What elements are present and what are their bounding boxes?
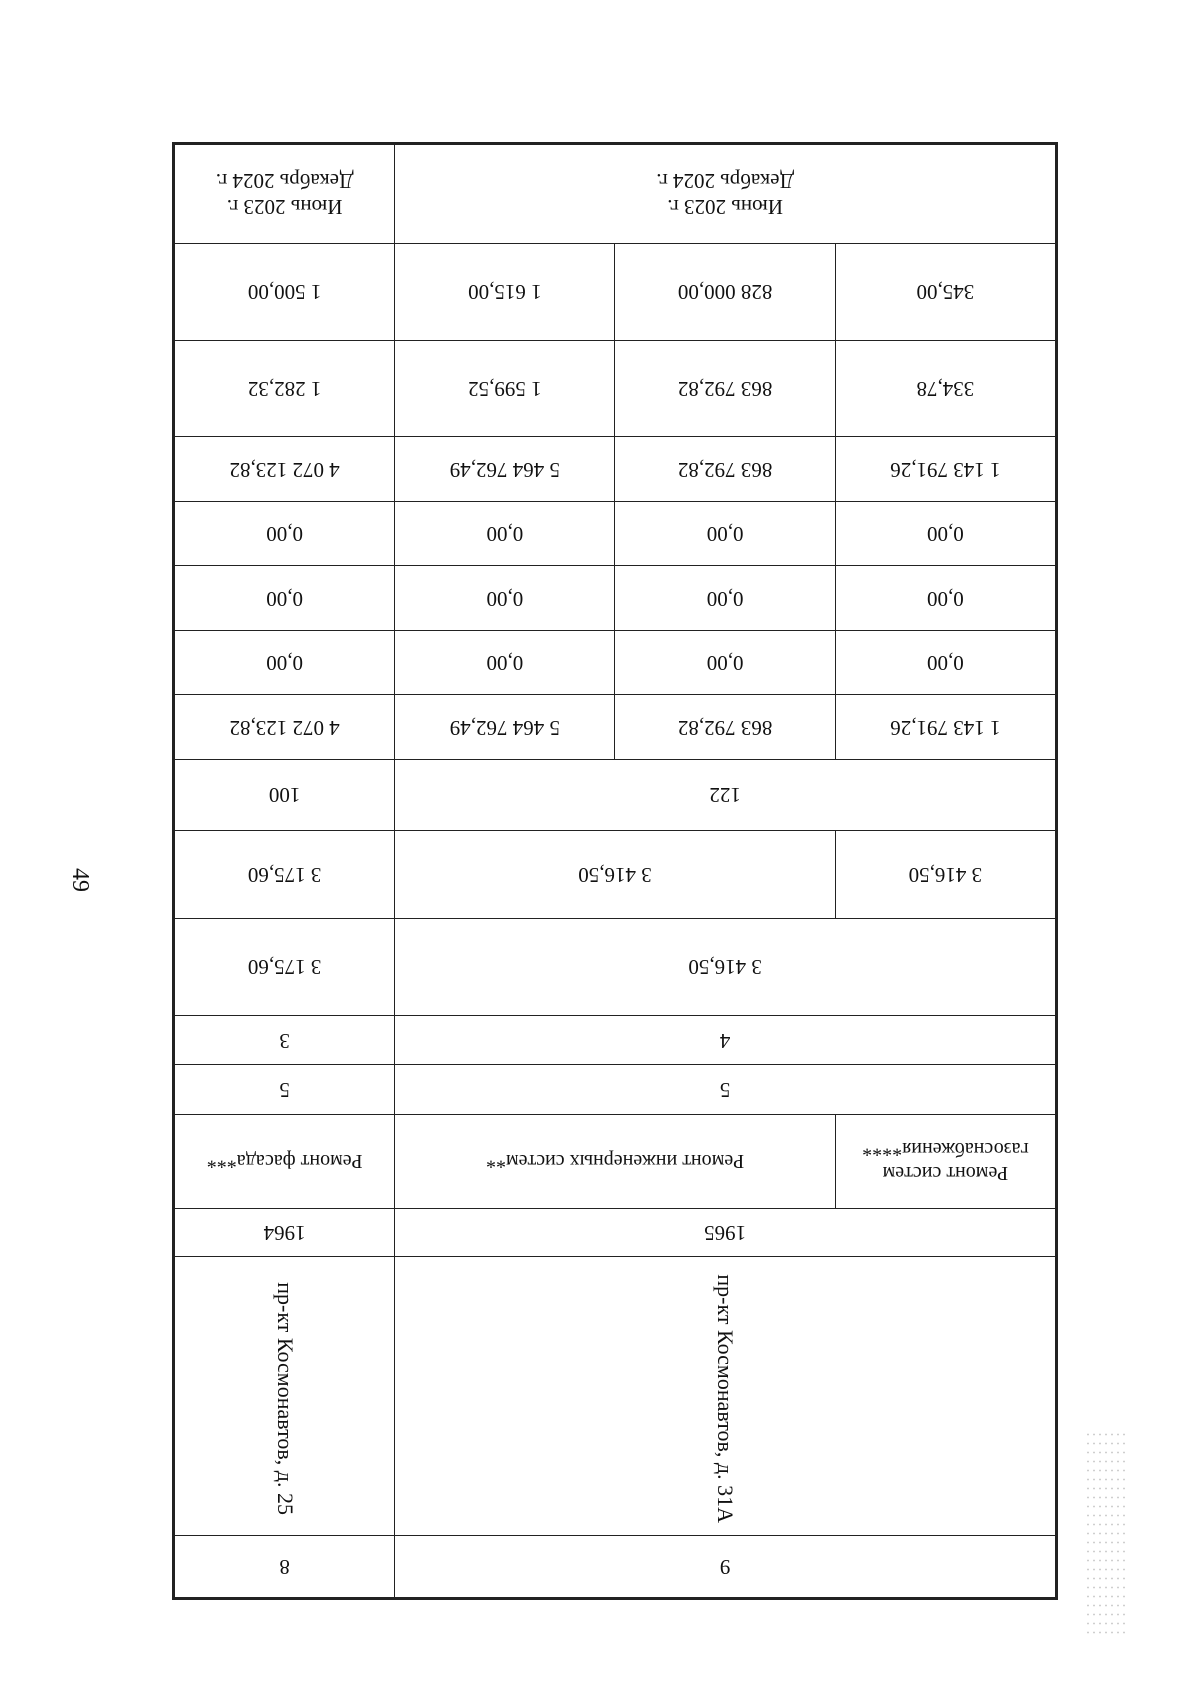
area-living-9b: 3 416,50 bbox=[835, 830, 1055, 918]
cost-total-8: 4 072 123,82 bbox=[175, 695, 395, 760]
table-row bbox=[175, 437, 1056, 502]
table-row bbox=[175, 830, 1056, 918]
col6-9: 4 bbox=[395, 1015, 1056, 1064]
table-row bbox=[175, 919, 1056, 1016]
repair-table bbox=[172, 142, 1058, 1600]
fund-federal-9c: 0,00 bbox=[835, 630, 1055, 695]
col5-9: 5 bbox=[395, 1065, 1056, 1114]
cost-total-9a: 5 464 762,49 bbox=[395, 695, 615, 760]
scan-artifact bbox=[1085, 1430, 1129, 1640]
dates-8 bbox=[175, 145, 395, 244]
unit-limit-9c: 345,00 bbox=[835, 243, 1055, 340]
year-8: 1964 bbox=[175, 1209, 395, 1256]
table-row bbox=[175, 759, 1056, 830]
table-row bbox=[175, 630, 1056, 695]
table-row bbox=[175, 695, 1056, 760]
table-row bbox=[175, 1535, 1056, 1597]
address-cell-9 bbox=[395, 1256, 1056, 1535]
fund-owners-8: 4 072 123,82 bbox=[175, 437, 395, 502]
unit-cost-9a: 1 599,52 bbox=[395, 340, 615, 437]
area-total-9: 3 416,50 bbox=[395, 919, 1056, 1016]
year-9: 1965 bbox=[395, 1209, 1056, 1256]
fund-owners-9b: 863 792,82 bbox=[615, 437, 835, 502]
area-living-8: 3 175,60 bbox=[175, 830, 395, 918]
fund-federal-9a: 0,00 bbox=[395, 630, 615, 695]
col6-8: 3 bbox=[175, 1015, 395, 1064]
address-9: пр-кт Космонавтов, д. 31А bbox=[713, 1274, 739, 1523]
fund-federal-9b: 0,00 bbox=[615, 630, 835, 695]
cost-total-9c: 1 143 791,26 bbox=[835, 695, 1055, 760]
row-number-9: 9 bbox=[395, 1535, 1056, 1597]
fund-local-9a: 0,00 bbox=[395, 501, 615, 566]
table-row bbox=[175, 1015, 1056, 1064]
fund-regional-8: 0,00 bbox=[175, 566, 395, 631]
residents-9: 122 bbox=[395, 759, 1056, 830]
dates-9 bbox=[395, 145, 1056, 244]
table-row bbox=[175, 340, 1056, 437]
area-total-8: 3 175,60 bbox=[175, 919, 395, 1016]
table-row bbox=[175, 1065, 1056, 1114]
address-8: пр-кт Космонавтов, д. 25 bbox=[272, 1282, 298, 1515]
unit-limit-8: 1 500,00 bbox=[175, 243, 395, 340]
table-row bbox=[175, 566, 1056, 631]
fund-regional-9c: 0,00 bbox=[835, 566, 1055, 631]
fund-local-8: 0,00 bbox=[175, 501, 395, 566]
table-row bbox=[175, 1256, 1056, 1535]
date-end-8: Декабрь 2024 г. bbox=[215, 169, 354, 193]
unit-limit-9b: 828 000,00 bbox=[615, 243, 835, 340]
page-number: 49 bbox=[67, 868, 93, 892]
residents-8: 100 bbox=[175, 759, 395, 830]
work-type-engineering: Ремонт инженерных систем** bbox=[395, 1114, 836, 1209]
date-end-9: Декабрь 2024 г. bbox=[656, 169, 795, 193]
fund-regional-9b: 0,00 bbox=[615, 566, 835, 631]
table-row bbox=[175, 243, 1056, 340]
table-row bbox=[175, 145, 1056, 244]
area-living-9a: 3 416,50 bbox=[395, 830, 836, 918]
date-start-8: Июнь 2023 г. bbox=[226, 195, 343, 220]
fund-federal-8: 0,00 bbox=[175, 630, 395, 695]
fund-owners-9c: 1 143 791,26 bbox=[835, 437, 1055, 502]
work-type-facade: Ремонт фасада*** bbox=[175, 1114, 395, 1209]
unit-cost-9b: 863 792,82 bbox=[615, 340, 835, 437]
date-start-9: Июнь 2023 г. bbox=[667, 195, 783, 220]
cost-total-9b: 863 792,82 bbox=[615, 695, 835, 760]
table-row bbox=[175, 501, 1056, 566]
repair-program-table bbox=[174, 144, 1056, 1598]
table-row bbox=[175, 1114, 1056, 1209]
table-row bbox=[175, 1209, 1056, 1256]
row-number-8: 8 bbox=[175, 1535, 395, 1597]
fund-owners-9a: 5 464 762,49 bbox=[395, 437, 615, 502]
unit-cost-8: 1 282,32 bbox=[175, 340, 395, 437]
address-cell-8 bbox=[175, 1256, 395, 1535]
work-type-gas: Ремонт систем газоснабжения**** bbox=[835, 1114, 1055, 1209]
col5-8: 5 bbox=[175, 1065, 395, 1114]
unit-limit-9a: 1 615,00 bbox=[395, 243, 615, 340]
fund-regional-9a: 0,00 bbox=[395, 566, 615, 631]
fund-local-9c: 0,00 bbox=[835, 501, 1055, 566]
unit-cost-9c: 334,78 bbox=[835, 340, 1055, 437]
fund-local-9b: 0,00 bbox=[615, 501, 835, 566]
